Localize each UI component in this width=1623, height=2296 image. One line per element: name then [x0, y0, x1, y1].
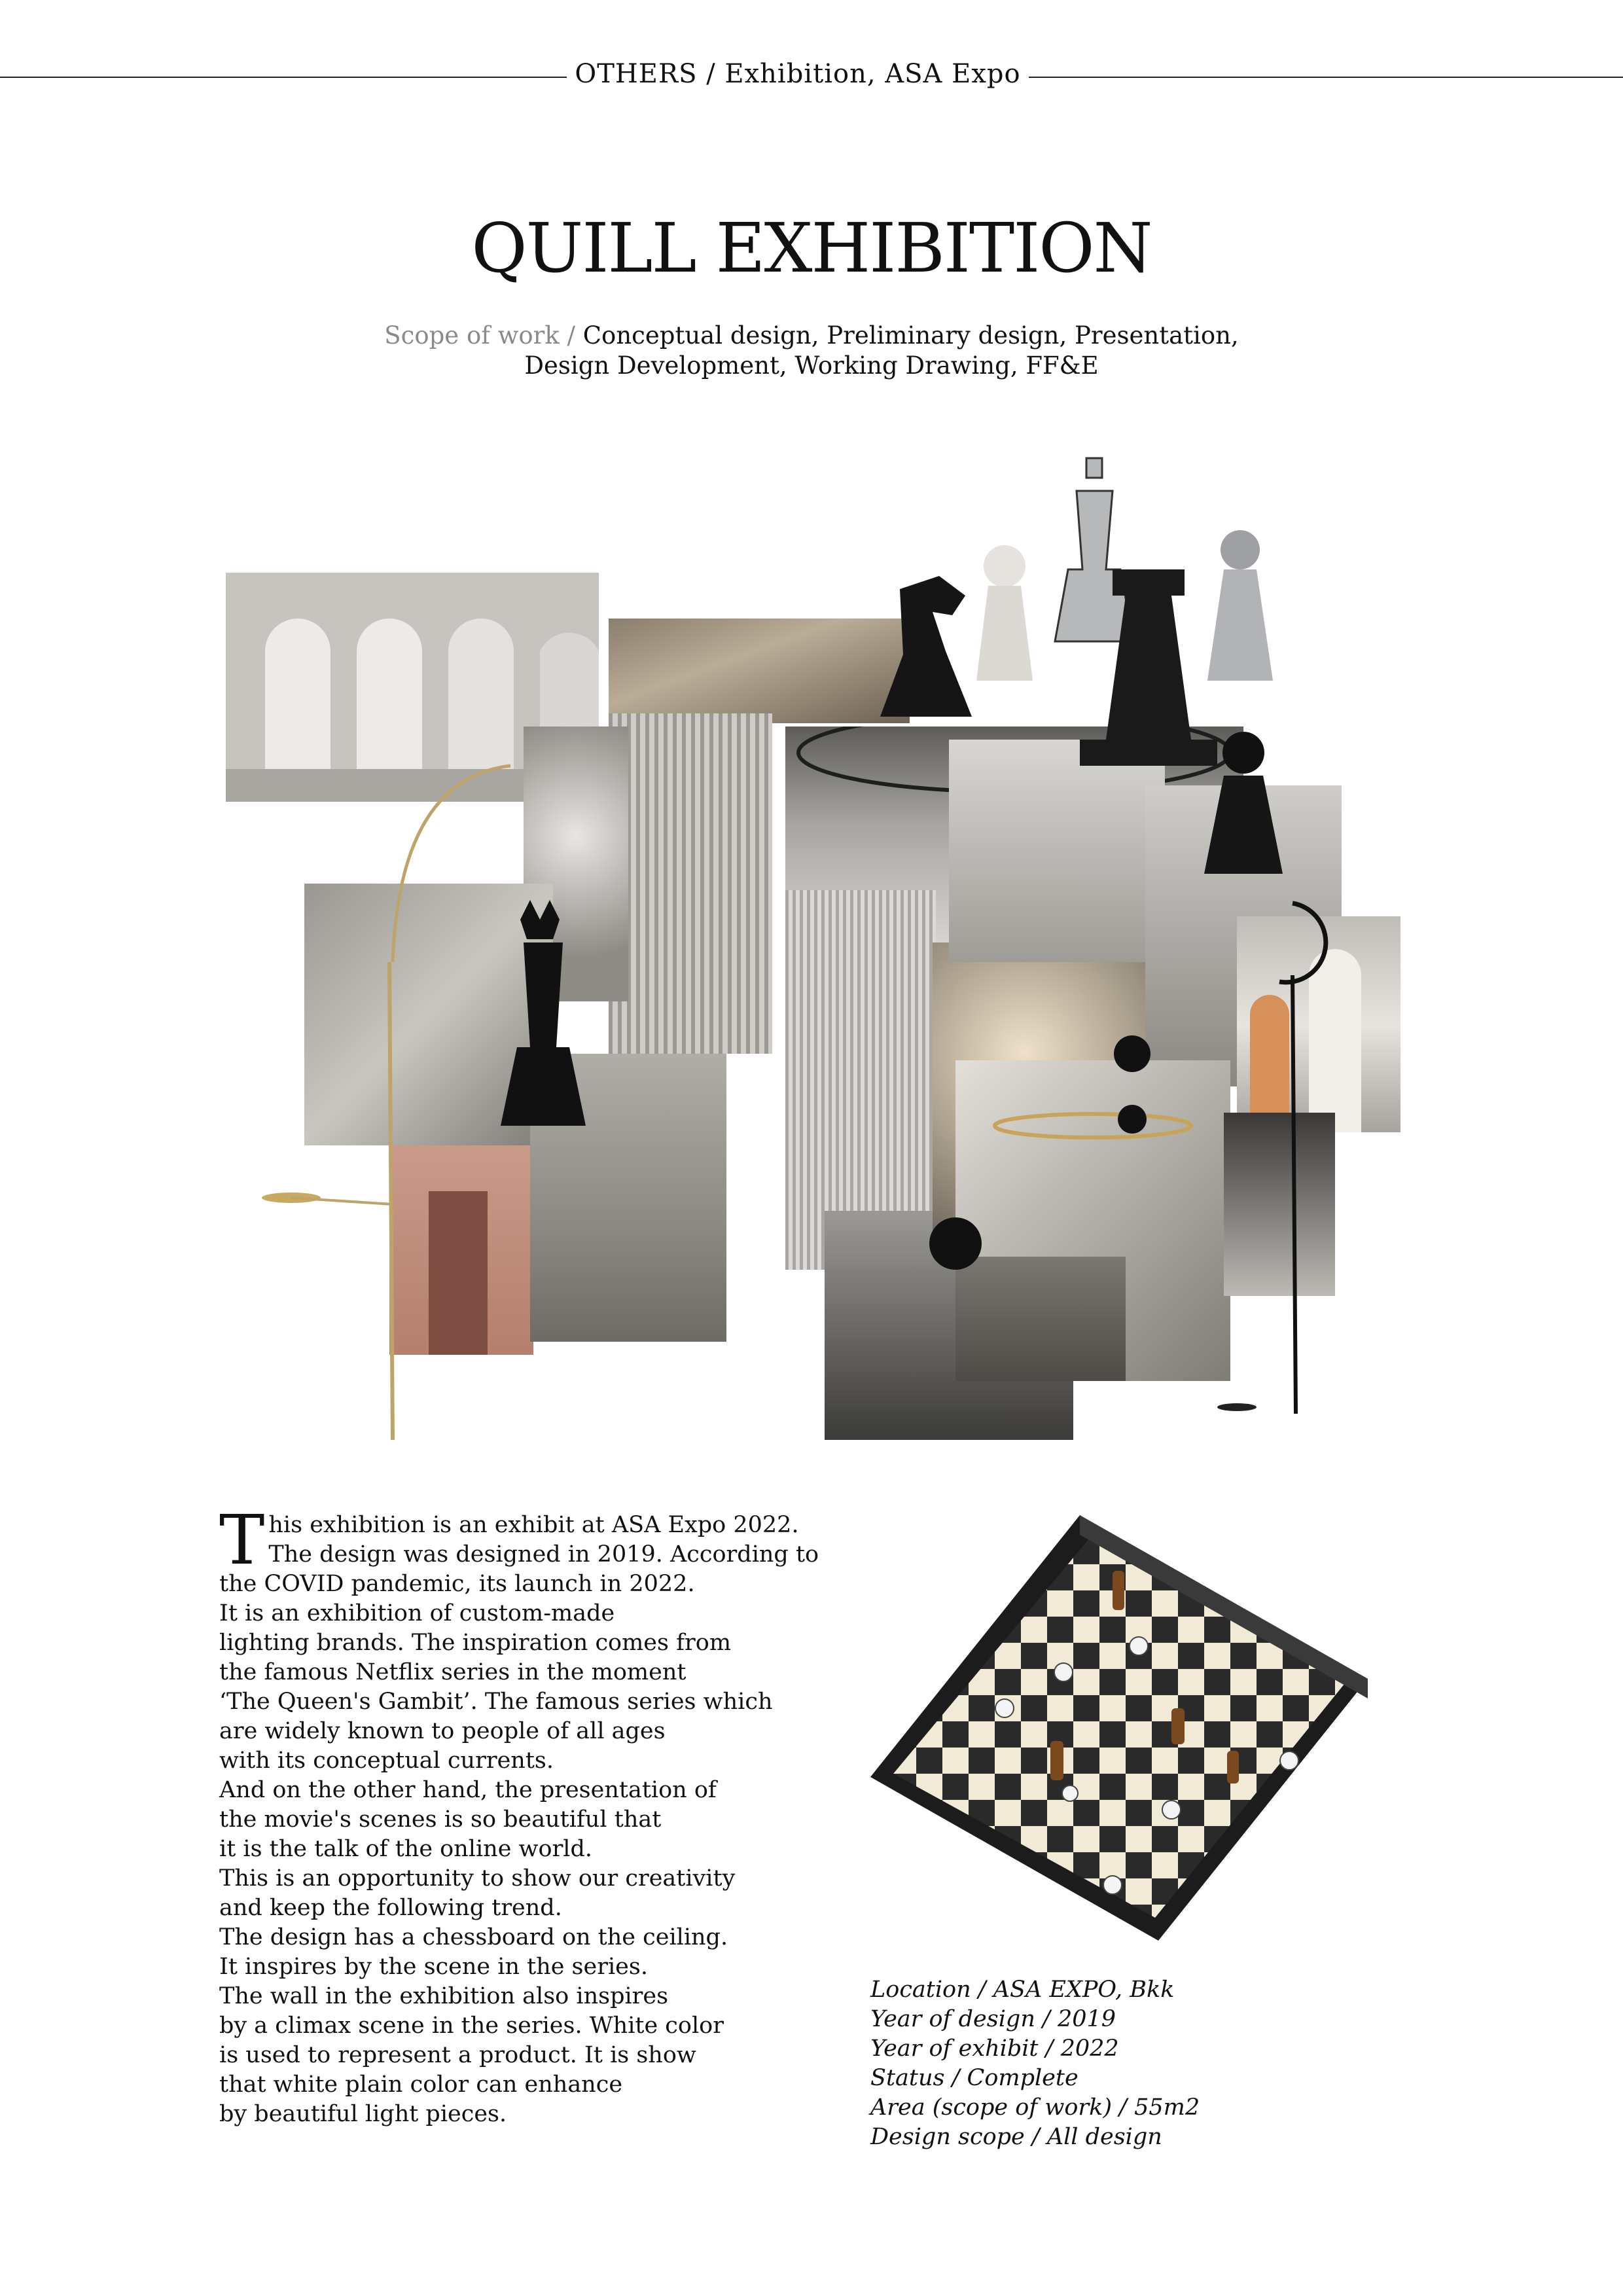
- description-line: the COVID pandemic, its launch in 2022.: [219, 1571, 695, 1597]
- detail-label: Year of exhibit /: [870, 2036, 1054, 2062]
- description-line: is used to represent a product. It is show: [219, 2042, 696, 2068]
- description-line: This is an opportunity to show our creativity: [219, 1865, 736, 1892]
- detail-label: Area (scope of work) /: [870, 2094, 1127, 2121]
- description-line: It is an exhibition of custom-made: [219, 1600, 615, 1626]
- description-line: ‘The Queen's Gambit’. The famous series which: [219, 1689, 773, 1715]
- scope-line-1: [249, 321, 1374, 351]
- detail-value: All design: [1046, 2124, 1162, 2150]
- detail-value: ASA EXPO, Bkk: [993, 1977, 1175, 2003]
- detail-value: Complete: [967, 2065, 1079, 2091]
- description-line: that white plain color can enhance: [219, 2072, 623, 2098]
- description-line: are widely known to people of all ages: [219, 1718, 666, 1744]
- detail-year-of-design: [870, 2005, 1394, 2034]
- scope-label: Scope of work /: [384, 321, 575, 350]
- detail-label: Year of design /: [870, 2006, 1050, 2032]
- description-line: the famous Netflix series in the moment: [219, 1659, 687, 1685]
- detail-value: 2019: [1057, 2006, 1116, 2032]
- project-details: [870, 1975, 1394, 2152]
- detail-label: Location /: [870, 1977, 986, 2003]
- description-line: The design was designed in 2019. According to: [268, 1541, 819, 1568]
- header-rule-right: [1029, 77, 1623, 78]
- detail-year-of-exhibit: [870, 2034, 1394, 2064]
- moodboard-collage-image: [216, 432, 1368, 1453]
- description-line: with its conceptual currents.: [219, 1748, 554, 1774]
- description-line: the movie's scenes is so beautiful that: [219, 1806, 662, 1833]
- drop-cap: T: [219, 1500, 265, 1580]
- page-title: QUILL EXHIBITION: [471, 208, 1152, 288]
- detail-label: Status /: [870, 2065, 960, 2091]
- description-line: The wall in the exhibition also inspires: [219, 1983, 669, 2009]
- description-text: [219, 1500, 841, 2129]
- description-line: by beautiful light pieces.: [219, 2101, 507, 2127]
- scope-of-work: [249, 321, 1374, 381]
- description-line: It inspires by the scene in the series.: [219, 1954, 648, 1980]
- detail-value: 55m2: [1134, 2094, 1200, 2121]
- page-header: [567, 59, 1029, 89]
- description-line: The design has a chessboard on the ceiling.: [219, 1924, 728, 1950]
- description-line: it is the talk of the online world.: [219, 1836, 593, 1862]
- description-line: And on the other hand, the presentation of: [219, 1777, 717, 1803]
- header-rule-left: [0, 77, 567, 78]
- header-subtitle: Exhibition, ASA Expo: [724, 59, 1021, 89]
- detail-design-scope: [870, 2123, 1394, 2152]
- scope-items-1: Conceptual design, Preliminary design, Presentation,: [582, 321, 1239, 350]
- description-line: by a climax scene in the series. White color: [219, 2013, 724, 2039]
- description-line: lighting brands. The inspiration comes from: [219, 1630, 732, 1656]
- isometric-plan-image: [864, 1512, 1374, 1957]
- detail-area: [870, 2093, 1394, 2123]
- header-separator: /: [706, 59, 716, 89]
- detail-value: 2022: [1060, 2036, 1119, 2062]
- description-opening: his exhibition is an exhibit at ASA Expo 2022.: [268, 1512, 799, 1538]
- scope-items-2: Design Development, Working Drawing, FF&E: [524, 351, 1099, 380]
- detail-label: Design scope /: [870, 2124, 1040, 2150]
- detail-location: [870, 1975, 1394, 2005]
- chess-pieces-overlay: [216, 432, 1368, 1453]
- description-line: and keep the following trend.: [219, 1895, 562, 1921]
- detail-status: [870, 2064, 1394, 2093]
- header-category: OTHERS: [575, 59, 698, 89]
